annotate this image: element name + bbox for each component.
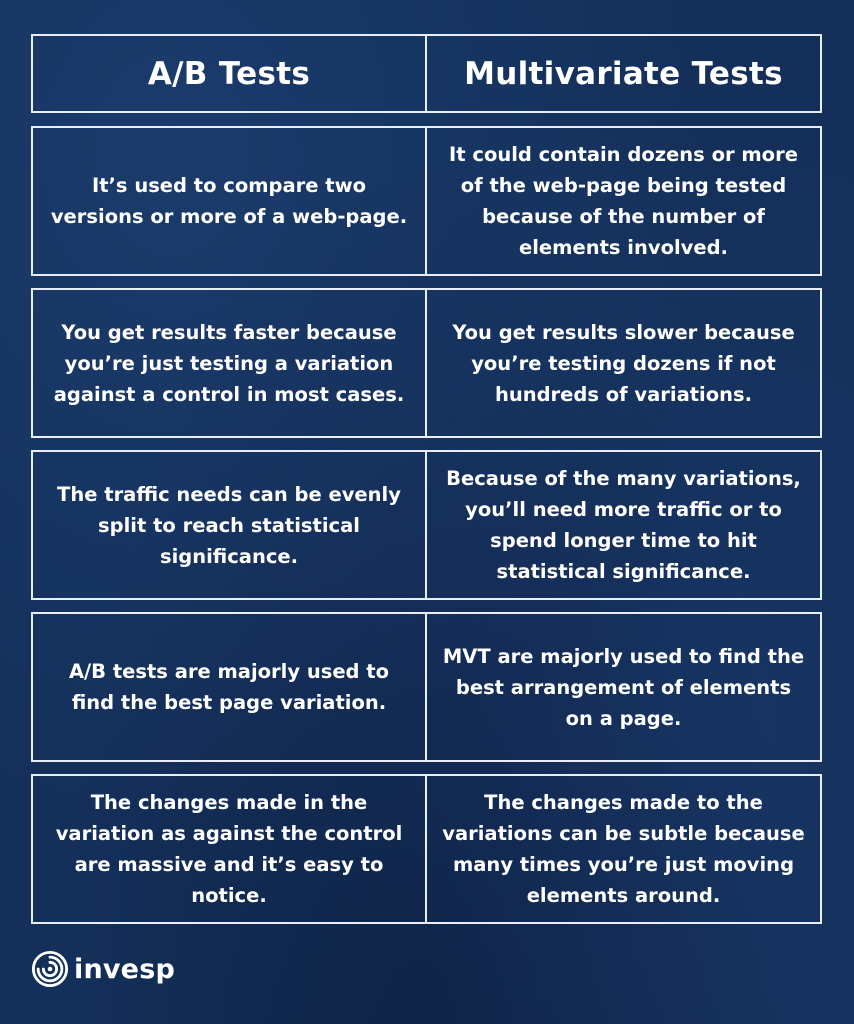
brand-logo <box>31 947 175 991</box>
ab-text: The traffic needs can be evenly split to reach statistical significance. <box>57 482 401 568</box>
mvt-cell <box>425 288 822 438</box>
mvt-cell <box>425 612 822 762</box>
table-row <box>31 288 822 438</box>
mvt-text: You get results slower because you’re testing dozens if not hundreds of variations. <box>452 320 795 406</box>
ab-cell <box>31 450 427 600</box>
table-header <box>31 34 822 113</box>
ab-cell <box>31 288 427 438</box>
mvt-text: It could contain dozens or more of the web-page being tested because of the number of elements involved. <box>449 143 798 259</box>
header-ab-tests <box>31 34 427 113</box>
ab-cell <box>31 612 427 762</box>
table-row <box>31 450 822 600</box>
mvt-text: Because of the many variations, you’ll need more traffic or to spend longer time to hit statistical significance. <box>446 467 801 583</box>
header-ab-label: A/B Tests <box>147 55 311 92</box>
ab-text: The changes made in the variation as against the control are massive and it’s easy to notice. <box>55 791 403 907</box>
ab-cell <box>31 126 427 276</box>
header-mvt-label: Multivariate Tests <box>464 55 783 92</box>
ab-cell <box>31 774 427 924</box>
mvt-text: The changes made to the variations can be subtle because many times you’re just moving elements around. <box>442 791 805 907</box>
mvt-text: MVT are majorly used to find the best arrangement of elements on a page. <box>442 644 805 730</box>
header-multivariate-tests <box>425 34 822 113</box>
table-row <box>31 126 822 276</box>
ab-text: You get results faster because you’re just testing a variation against a control in most cases. <box>53 320 405 406</box>
ab-text: A/B tests are majorly used to find the best page variation. <box>68 660 390 714</box>
table-row <box>31 774 822 924</box>
mvt-cell <box>425 774 822 924</box>
mvt-cell <box>425 450 822 600</box>
brand-name: invesp <box>74 953 175 985</box>
table-row <box>31 612 822 762</box>
invesp-logo-icon <box>31 950 69 988</box>
ab-text: It’s used to compare two versions or more of a web-page. <box>50 174 408 228</box>
mvt-cell <box>425 126 822 276</box>
